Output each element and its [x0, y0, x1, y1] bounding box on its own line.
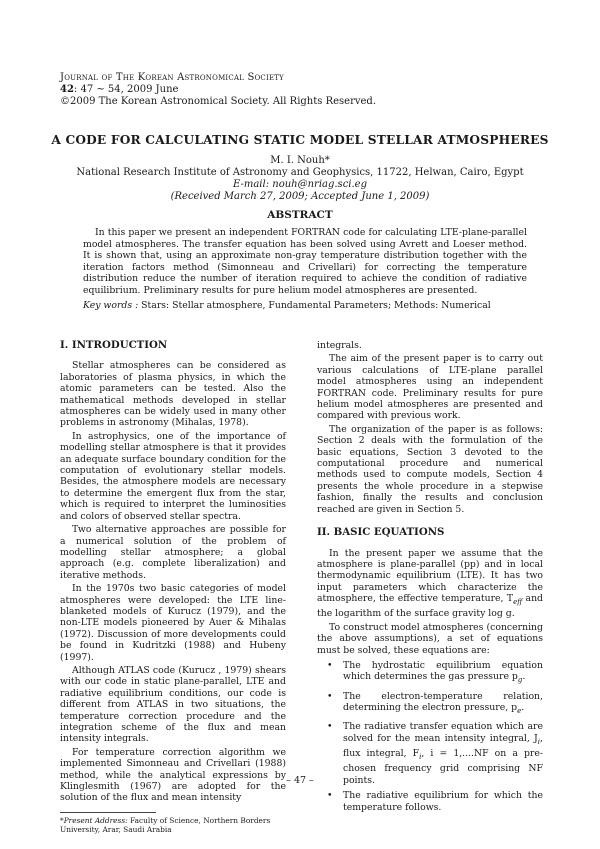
journal-header [60, 72, 376, 108]
journal-name: Journal of The Korean Astronomical Society [60, 72, 284, 83]
intro-paragraph-3: Two alternative approaches are possible for a numerical solution of the problem of modelling stellar atmosphere; a global approach (e.g. complete liberalization) and iterative methods. [60, 524, 286, 581]
intro-paragraph-2: In astrophysics, one of the importance of modelling stellar atmosphere is that it provides an adequate surface boundary condition for the computation of evolutionary stellar models. Besides, the atmosphere models are necessary to determine the emergent flux from the star, which is required to interpret the luminosities and colors of observed stellar spectra. [60, 430, 286, 522]
abstract-heading: ABSTRACT [267, 209, 333, 221]
author-email: E-mail: nouh@nriag.sci.eg [233, 179, 367, 190]
journal-volume: 42 [60, 84, 74, 95]
list-item-text: The radiative transfer equation which are solved for the mean intensity integral, J [343, 721, 543, 744]
list-item-text: The hydrostatic equilibrium equation which determines the gas pressure p [343, 660, 543, 683]
list-item: • The electron-temperature relation, determining the electron pressure, $p_e$. [327, 690, 543, 715]
footnote: *Present Address: Faculty of Science, Northern Borders University, Arar, Saudi Arabia [60, 816, 271, 834]
abstract-text: In this paper we present an independent FORTRAN code for calculating LTE-plane-parallel model atmospheres. The transfer equation has been solved using Avrett and Loeser method. It is shown that, using an approximate non-gray temperature distribution together with the iteration factors method (Simonneau and Crivellari) for correcting the temperature distribution reduce the number of iteration required to achieve the condition of radiative equilibrium. Preliminary results for pure helium model atmospheres are presented. [83, 227, 527, 296]
author-name: M. I. Nouh* [270, 155, 330, 166]
intro-paragraph-4: In the 1970s two basic categories of model atmospheres were developed: the LTE line-blanketed models of Kurucz (1979), and the non-LTE models pioneered by Auer & Mihalas (1972). Discussion of more developments could be found in Kudritzki (1988) and Hubeny (1997). [60, 583, 286, 663]
footnote-rule [60, 812, 156, 813]
intro-heading: I. INTRODUCTION [60, 339, 168, 351]
paper-title: A CODE FOR CALCULATING STATIC MODEL STELLAR ATMOSPHERES [51, 133, 549, 147]
bullet-icon: • [327, 690, 333, 702]
basic-heading: II. BASIC EQUATIONS [317, 526, 445, 539]
author-affiliation: National Research Institute of Astronomy and Geophysics, 11722, Helwan, Cairo, Egypt [76, 167, 524, 178]
intro-continuation: integrals. [317, 340, 362, 351]
list-item [317, 790, 543, 813]
list-item-text: The radiative equilibrium for which the temperature follows. [343, 790, 543, 813]
subscript: g [517, 676, 523, 685]
intro-paragraph-7: The aim of the present paper is to carry out various calculations of LTE-plane parallel model atmospheres using an independent FORTRAN code. Preliminary results for pure helium model atmospheres are presented and compared with previous work. [317, 353, 543, 422]
bullet-icon: • [327, 660, 333, 672]
intro-paragraph-1: Stellar atmospheres can be considered as laboratories of plasma physics, in which the atomic parameters can be tested. Also the mathematical methods developed in stellar atmospheres can be widely used in many other problems in astronomy (Mihalas, 1978). [60, 360, 286, 429]
subscript: i [419, 752, 422, 761]
received-dates: (Received March 27, 2009; Accepted June 1, 2009) [170, 191, 430, 202]
journal-pages: : 47 ∼ 54, 2009 June [73, 84, 179, 95]
page-number: – 47 – [286, 775, 314, 786]
list-item-text: The electron-temperature relation, determining the electron pressure, p [343, 690, 543, 714]
teff-subscript: eff [513, 597, 523, 606]
intro-paragraph-5: Although ATLAS code (Kurucz , 1979) shears with our code in static plane-parallel, LTE and radiative equilibrium conditions, our code is different from ATLAS in two situations, the temperature correction procedure and the integration scheme of the flux and mean intensity integrals. [60, 664, 286, 745]
keywords [83, 300, 527, 312]
footnote-text: Faculty of Science, Northern Borders University, Arar, Saudi Arabia [60, 816, 271, 834]
journal-volume-line [60, 84, 376, 96]
keywords-text: Stars: Stellar atmosphere, Fundamental Parameters; Methods: Numerical [138, 300, 491, 311]
list-item-text: , flux integral, F [343, 732, 543, 760]
author-block [0, 155, 600, 203]
subscript: i [537, 737, 541, 746]
basic-p1-text: In the present paper we assume that the atmosphere is plane-parallel (pp) and in local thermodynamic equilibrium (LTE). It has two input parameters which characterize the atmosphere, the effective temperature, T [317, 547, 543, 605]
journal-copyright: ©2009 The Korean Astronomical Society. All Rights Reserved. [60, 96, 376, 107]
basic-paragraph-2: To construct model atmospheres (concerning the above assumptions), a set of equations must be solved, these equations are: [317, 621, 543, 656]
keywords-label: Key words : [83, 300, 139, 311]
list-item-text: , i = 1,....NF on a pre-chosen frequency grid comprising NF points. [343, 748, 543, 786]
list-item: • The hydrostatic equilibrium equation which determines the gas pressure $p_g$. [327, 660, 543, 685]
footnote-label: Present Address: [63, 816, 128, 825]
basic-p1-end: and the logarithm of the surface gravity log g. [317, 593, 544, 620]
equation-list [317, 660, 543, 813]
basic-paragraph-1 [317, 548, 543, 620]
intro-paragraph-8: The organization of the paper is as follows: Section 2 deals with the formulation of the basic equations, Section 3 devoted to the computational procedure and numerical methods used to compute models, Section 4 presents the whole procedure in a stepwise fashion, finally the results and conclusion reached are given in Section 5. [317, 423, 543, 515]
bullet-icon: • [327, 790, 333, 802]
intro-paragraph-6: For temperature correction algorithm we implemented Simonneau and Crivellari (1988) method, while the analytical expressions by Klinglesmith (1967) are adopted for the solution of the flux and mean intensity [60, 746, 286, 804]
subscript: e [517, 706, 522, 715]
bullet-icon: • [327, 721, 333, 733]
right-column [317, 340, 543, 813]
left-column [60, 340, 286, 804]
